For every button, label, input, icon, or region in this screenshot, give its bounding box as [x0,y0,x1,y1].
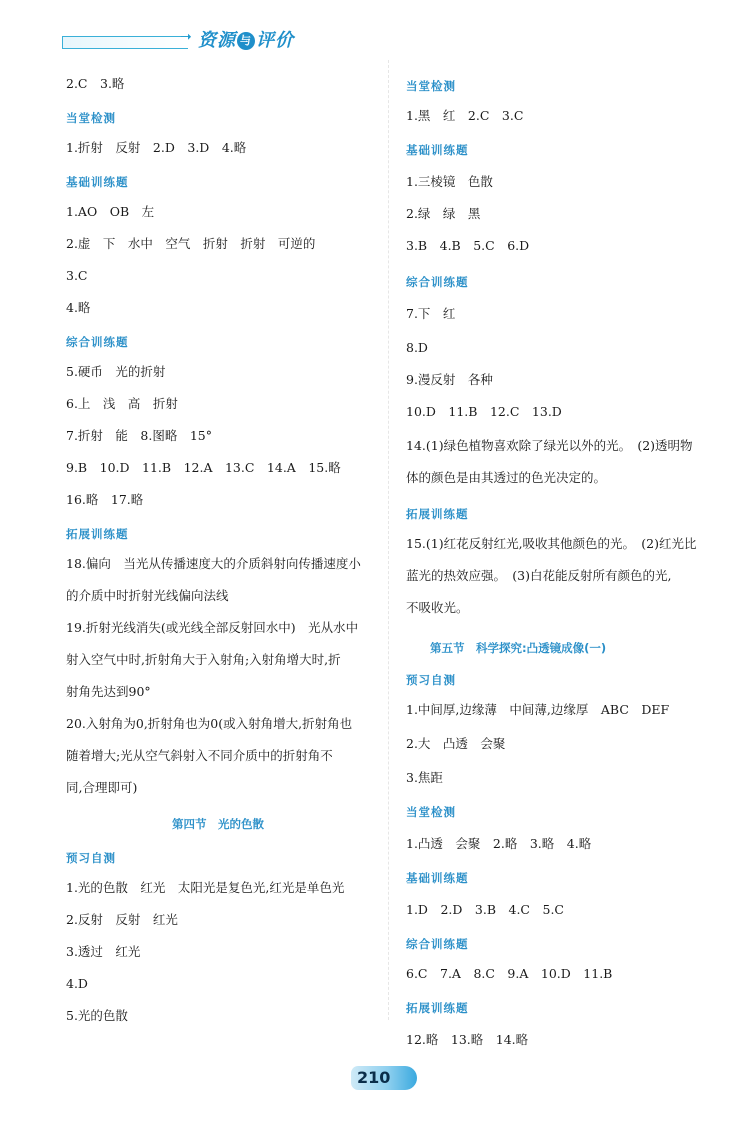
section-heading: 当堂检测 [66,111,116,125]
answer-line: 16.略 17.略 [66,492,144,507]
section-heading: 综合训练题 [66,335,129,349]
answer-line: 2.大 凸透 会聚 [406,736,506,751]
answer-line: 1.中间厚,边缘薄 中间薄,边缘厚 ABC DEF [406,702,670,717]
answer-line: 同,合理即可) [66,780,138,795]
answer-line: 3.透过 红光 [66,944,141,959]
answer-line: 2.反射 反射 红光 [66,912,178,927]
section-title: 第四节 光的色散 [172,817,264,831]
answer-line: 3.B 4.B 5.C 6.D [406,238,530,253]
answer-line: 2.C 3.略 [66,76,125,91]
answer-line: 1.AO OB 左 [66,204,155,219]
header-logo: 与 [237,32,255,50]
answer-line: 2.虚 下 水中 空气 折射 折射 可逆的 [66,236,316,251]
answer-line: 1.D 2.D 3.B 4.C 5.C [406,902,564,917]
answer-line: 1.三棱镜 色散 [406,174,493,189]
answer-line: 4.D [66,976,88,991]
section-heading: 基础训练题 [406,143,469,157]
page-number: 210 [357,1068,391,1087]
answer-line: 9.B 10.D 11.B 12.A 13.C 14.A 15.略 [66,460,341,475]
answer-line: 1.折射 反射 2.D 3.D 4.略 [66,140,247,155]
answer-line: 7.下 红 [406,306,456,321]
answer-line: 2.绿 绿 黑 [406,206,481,221]
column-divider [388,60,389,1020]
section-heading: 预习自测 [406,673,456,687]
arrow-icon: ➝ [180,29,192,45]
answer-line: 不吸收光。 [406,600,469,615]
section-heading: 当堂检测 [406,805,456,819]
answer-line: 9.漫反射 各种 [406,372,493,387]
answer-line: 体的颜色是由其透过的色光决定的。 [406,470,607,485]
answer-line: 7.折射 能 8.图略 15° [66,428,213,443]
answer-line: 1.凸透 会聚 2.略 3.略 4.略 [406,836,592,851]
answer-line: 15.(1)红花反射红光,吸收其他颜色的光。 (2)红光比 [406,536,697,551]
answer-line: 10.D 11.B 12.C 13.D [406,404,562,419]
answer-line: 3.C [66,268,88,283]
section-heading: 当堂检测 [406,79,456,93]
answer-line: 6.C 7.A 8.C 9.A 10.D 11.B [406,966,613,981]
answer-line: 1.光的色散 红光 太阳光是复色光,红光是单色光 [66,880,345,895]
answer-line: 随着增大;光从空气斜射入不同介质中的折射角不 [66,748,333,763]
section-heading: 拓展训练题 [66,527,129,541]
answer-line: 19.折射光线消失(或光线全部反射回水中) 光从水中 [66,620,359,635]
answer-line: 1.黑 红 2.C 3.C [406,108,524,123]
page-header [62,26,294,54]
header-title: 资源 与 评价 [198,30,294,51]
page-number-badge [351,1066,417,1090]
section-heading: 基础训练题 [406,871,469,885]
answer-line: 20.入射角为0,折射角也为0(或入射角增大,折射角也 [66,716,353,731]
answer-line: 8.D [406,340,428,355]
section-heading: 拓展训练题 [406,507,469,521]
answer-line: 射角先达到90° [66,684,151,699]
section-heading: 预习自测 [66,851,116,865]
answer-line: 18.偏向 当光从传播速度大的介质斜射向传播速度小 [66,556,361,571]
answer-line: 蓝光的热效应强。 (3)白花能反射所有颜色的光, [406,568,672,583]
answer-line: 14.(1)绿色植物喜欢除了绿光以外的光。 (2)透明物 [406,438,693,453]
answer-line: 12.略 13.略 14.略 [406,1032,529,1047]
header-bar [62,36,188,49]
answer-line: 5.硬币 光的折射 [66,364,166,379]
answer-line: 4.略 [66,300,91,315]
section-heading: 综合训练题 [406,937,469,951]
answer-line: 6.上 浅 高 折射 [66,396,178,411]
section-heading: 拓展训练题 [406,1001,469,1015]
answer-line: 5.光的色散 [66,1008,128,1023]
section-heading: 基础训练题 [66,175,129,189]
answer-line: 的介质中时折射光线偏向法线 [66,588,229,603]
section-heading: 综合训练题 [406,275,469,289]
answer-line: 3.焦距 [406,770,443,785]
answer-line: 射入空气中时,折射角大于入射角;入射角增大时,折 [66,652,341,667]
section-title: 第五节 科学探究:凸透镜成像(一) [430,641,607,655]
